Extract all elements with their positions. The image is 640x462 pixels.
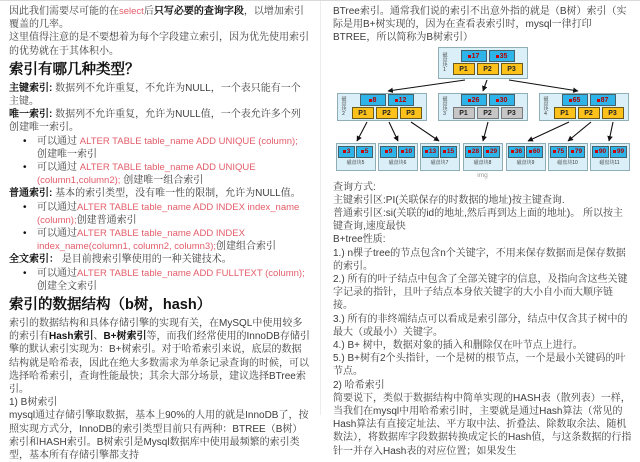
key-value: 29 (489, 148, 498, 156)
bullet-text: 创建普通索引 (76, 214, 137, 226)
key-value: 3 (346, 148, 351, 156)
bullet-text: 创建唯一组合索引 (120, 175, 204, 187)
data-marker-icon (571, 150, 574, 153)
data-marker-icon (385, 150, 388, 153)
data-marker-icon (529, 150, 532, 153)
column-divider (320, 1, 321, 415)
structure-text: 等，而我们经常使用的InnoDB存储引擎的默认索引实现为：B+树索引。对于哈希索引来说，底层的数据结构就是哈希表，因此在绝大多数需求为单条记录查询的时候，可以选择哈希索引，查询性能最快；其余大部分场景，建议选择BTree索引。 (9, 331, 310, 396)
btree-leaf-disk10 (548, 143, 588, 171)
bullet-icon: • (23, 228, 27, 240)
key-value: 60 (532, 148, 541, 156)
bullet-text: 可以通过 (37, 228, 77, 240)
key-value: 12 (398, 96, 407, 104)
key-cell (562, 94, 588, 106)
term-label: 主键索引: (9, 82, 53, 94)
key-value: 10 (404, 148, 413, 156)
node-label: 磁盘块3 (441, 96, 448, 118)
index-types-heading: 索引有哪几种类型？ (9, 61, 140, 78)
key-cell (398, 146, 415, 158)
sql-code: ALTER TABLE table_name ADD UNIQUE (column1,column2); (37, 162, 256, 187)
property-line-4: 4.) B+ 树中，数据对象的插入和删除仅在叶节点上进行。 (333, 340, 583, 352)
data-marker-icon (425, 150, 428, 153)
key-value: 30 (499, 96, 508, 104)
primary-index-zone-line: 主键索引区:PI(关联保存的时数据的地址)按主键查询. (333, 194, 565, 206)
btree-leaf-disk6 (378, 143, 418, 171)
btree-leaf-disk8 (463, 143, 503, 171)
data-marker-icon (569, 99, 572, 102)
key-cell (388, 94, 414, 106)
key-value: 26 (471, 96, 480, 104)
data-marker-icon (486, 150, 489, 153)
structure-text: 索引的数据结构和具体存储引擎的实现有关，在MySQL中使用较多的索引有 (9, 318, 303, 343)
node-label: 磁盘块2 (340, 96, 347, 118)
btree-leaf-disk7 (420, 143, 460, 171)
pointer-cell: P3 (501, 63, 523, 75)
property-line-2: 2.) 所有的叶子结点中包含了全部关键字的信息，及指向含这些关键字记录的指针，且叶子结点本身依关键字的大小自小而大顺序链接。 (333, 274, 628, 312)
fulltext-index-definition (9, 253, 310, 266)
pointer-cell: P3 (501, 107, 523, 119)
btree-node-disk1 (438, 47, 528, 79)
leaf-label: 磁盘块11 (599, 159, 620, 166)
pointer-cell: P1 (554, 107, 576, 119)
leaf-label: 磁盘块7 (430, 159, 449, 166)
data-marker-icon (468, 99, 471, 102)
key-cell (508, 146, 525, 158)
pointer-cell: P1 (352, 107, 374, 119)
data-marker-icon (395, 99, 398, 102)
primary-index-definition (9, 82, 310, 108)
property-line-5: 5.) B+树有2个头指针，一个是树的根节点，一个是最小关键码的叶节点。 (333, 353, 626, 378)
bplus-index-bold: B+树索引 (103, 331, 147, 343)
key-value: 17 (471, 52, 480, 60)
btree-leaf-disk11 (590, 143, 630, 171)
data-marker-icon (595, 150, 598, 153)
key-value: 75 (556, 148, 565, 156)
key-cell (356, 146, 373, 158)
data-marker-icon (613, 150, 616, 153)
bullet-item (9, 227, 310, 253)
term-desc: 数据列不允许重复，不允许为NULL，一个表只能有一个主键。 (9, 82, 301, 108)
data-marker-icon (511, 150, 514, 153)
note-paragraph: 这里值得注意的是不要想着为每个字段建立索引，因为优先使用索引的优势就在于其体积小。 (9, 32, 309, 57)
bullet-item (9, 201, 310, 227)
term-desc: 基本的索引类型，没有唯一性的限制，允许为NULL值。 (52, 188, 301, 200)
sql-code: ALTER TABLE table_name ADD INDEX index_name (column); (37, 201, 300, 226)
select-keyword: select (119, 6, 144, 17)
btree-node-disk4 (539, 93, 629, 121)
key-cell (360, 94, 386, 106)
btree-paragraph: mysql通过存储引擎取数据，基本上90%的人用的就是InnoDB了，按照实现方式分，InnoDB的索引类型目前只有两种：BTREE（B树）索引和HASH索引。B树索引是Mysql数据库中使用最频繁的索引类型，基本所有存储引擎都支持 (9, 410, 309, 462)
key-value: 65 (572, 96, 581, 104)
key-cell (440, 146, 457, 158)
pointer-cell: P2 (376, 107, 398, 119)
pointer-cell: P3 (400, 107, 422, 119)
key-cell (380, 146, 397, 158)
btree-intro-paragraph: BTree索引。通常我们说的索引不出意外指的就是（B树）索引（实际是用B+树实现的，因为在查看表索引时，mysql一律打印BTREE，所以简称为B树索引） (333, 6, 627, 44)
key-cell (526, 146, 543, 158)
leaf-label: 磁盘块8 (473, 159, 492, 166)
data-marker-icon (496, 55, 499, 58)
bplustree-properties-heading: B+tree性质: (333, 234, 386, 246)
pointer-cell: P2 (477, 63, 499, 75)
leaf-label: 磁盘块10 (557, 159, 578, 166)
bullet-item (9, 267, 310, 293)
key-value: 87 (600, 96, 609, 104)
term-desc: 数据列不允许重复，允许为NULL值，一个表允许多个列创建唯一索引。 (9, 109, 301, 134)
key-cell (483, 146, 500, 158)
intro-text: 后 (143, 6, 154, 17)
bullet-text: 可以通过 (37, 201, 77, 213)
key-cell (590, 94, 616, 106)
sql-code: ALTER TABLE table_name ADD FULLTEXT (column); (77, 267, 305, 279)
key-cell (461, 50, 487, 62)
bullet-icon: • (23, 135, 27, 147)
btree-diagram (335, 47, 631, 171)
hash-index-subheading: 2) 哈希索引 (333, 379, 385, 391)
key-value: 5 (364, 148, 369, 156)
pointer-cell: P1 (453, 63, 475, 75)
hash-index-paragraph: 简要说下，类似于数据结构中简单实现的HASH表（散列表）一样，当我们在mysql中用哈希索引时，主要就是通过Hash算法（常见的Hash算法有直接定址法、平方取中法、折叠法、除数取余法、随机数法），将数据库字段数据转换成定长的Hash值，与这条数据的行指针一并存入Hash表的对应位置；如果发生 (333, 392, 632, 457)
data-marker-icon (496, 99, 499, 102)
term-label: 全文索引： (9, 254, 59, 266)
pointer-cell: P1 (453, 107, 475, 119)
structure-paragraph (9, 317, 310, 396)
key-cell (489, 94, 515, 106)
term-desc: 是目前搜索引擎使用的一种关键技术。 (59, 254, 232, 266)
bullet-text: 可以通过 (37, 135, 80, 147)
pointer-cell: P3 (602, 107, 624, 119)
pointer-cell: P2 (578, 107, 600, 119)
btree-node-disk3 (438, 93, 528, 121)
bullet-item (9, 161, 310, 187)
bullet-icon: • (23, 201, 27, 213)
data-marker-icon (443, 150, 446, 153)
key-cell (461, 94, 487, 106)
property-line-3: 3.) 所有的非终端结点可以看成是索引部分，结点中仅含其子树中的最大（或最小）关键字。 (333, 313, 628, 338)
term-label: 普通索引: (9, 188, 53, 200)
article-page (0, 1, 640, 462)
term-label: 唯一索引: (9, 109, 53, 121)
key-value: 90 (598, 148, 607, 156)
key-cell (550, 146, 567, 158)
bullet-text: 可以通过 (37, 267, 77, 279)
intro-bold-text: 只写必要的查询字段 (153, 6, 244, 17)
bullet-icon: • (23, 162, 27, 174)
btree-node-disk2 (337, 93, 427, 121)
leaf-label: 磁盘块9 (516, 159, 535, 166)
query-mode-heading: 查询方式: (333, 181, 376, 193)
data-marker-icon (361, 150, 364, 153)
btree-leaf-disk5 (336, 143, 376, 171)
intro-paragraph (9, 5, 310, 31)
key-cell (338, 146, 355, 158)
key-cell (592, 146, 609, 158)
sql-code: ALTER TABLE table_name ADD INDEX index_name(column1, column2, column3); (37, 228, 245, 253)
key-value: 35 (499, 52, 508, 60)
normal-index-definition (9, 187, 310, 200)
left-column (0, 1, 320, 462)
bullet-text: 创建全文索引 (37, 280, 97, 292)
hash-index-bold: Hash索引 (49, 331, 94, 343)
data-marker-icon (553, 150, 556, 153)
key-value: 9 (388, 148, 393, 156)
bullet-text: 可以通过 (37, 162, 80, 174)
leaf-label: 磁盘块6 (388, 159, 407, 166)
structure-text: 、 (93, 331, 104, 343)
property-line-1: 1.) n棵子tree的节点包含n个关键字，不用来保存数据而是保存数据的索引。 (333, 247, 626, 272)
key-value: 15 (446, 148, 455, 156)
data-marker-icon (343, 150, 346, 153)
node-label: 磁盘块4 (542, 96, 549, 118)
key-cell (422, 146, 439, 158)
btree-subheading: 1) B树索引 (9, 397, 58, 409)
data-structure-heading: 索引的数据结构（b树，hash） (9, 297, 212, 314)
key-value: 13 (428, 148, 437, 156)
bullet-text: 创建唯一索引 (37, 148, 97, 160)
data-marker-icon (468, 150, 471, 153)
intro-text: 因此我们需要尽可能的在 (9, 6, 119, 17)
key-cell (568, 146, 585, 158)
key-value: 8 (372, 96, 377, 104)
key-value: 99 (616, 148, 625, 156)
node-label: 磁盘块1 (441, 52, 448, 74)
intro-text: ，以增加索引覆盖的几率。 (9, 6, 304, 31)
key-cell (465, 146, 482, 158)
bullet-icon: • (23, 267, 27, 279)
sql-code: ALTER TABLE table_name ADD UNIQUE (column); (79, 135, 298, 147)
right-column (320, 1, 640, 457)
key-value: 28 (471, 148, 480, 156)
bullet-text: 创建组合索引 (216, 241, 277, 253)
key-value: 36 (514, 148, 523, 156)
key-cell (489, 50, 515, 62)
bullet-item (9, 135, 310, 161)
data-marker-icon (401, 150, 404, 153)
unique-index-definition (9, 108, 310, 134)
normal-index-zone-line: 普通索引区:si(关联的id的地址,然后再到达上面的地址)。 所以按主键查询,速度最快 (333, 208, 623, 233)
data-marker-icon (468, 55, 471, 58)
key-cell (610, 146, 627, 158)
pointer-cell: P2 (477, 107, 499, 119)
leaf-label: 磁盘块5 (346, 159, 365, 166)
data-marker-icon (597, 99, 600, 102)
data-marker-icon (369, 99, 372, 102)
diagram-caption: img (477, 171, 488, 179)
btree-leaf-disk9 (506, 143, 546, 171)
key-value: 79 (574, 148, 583, 156)
